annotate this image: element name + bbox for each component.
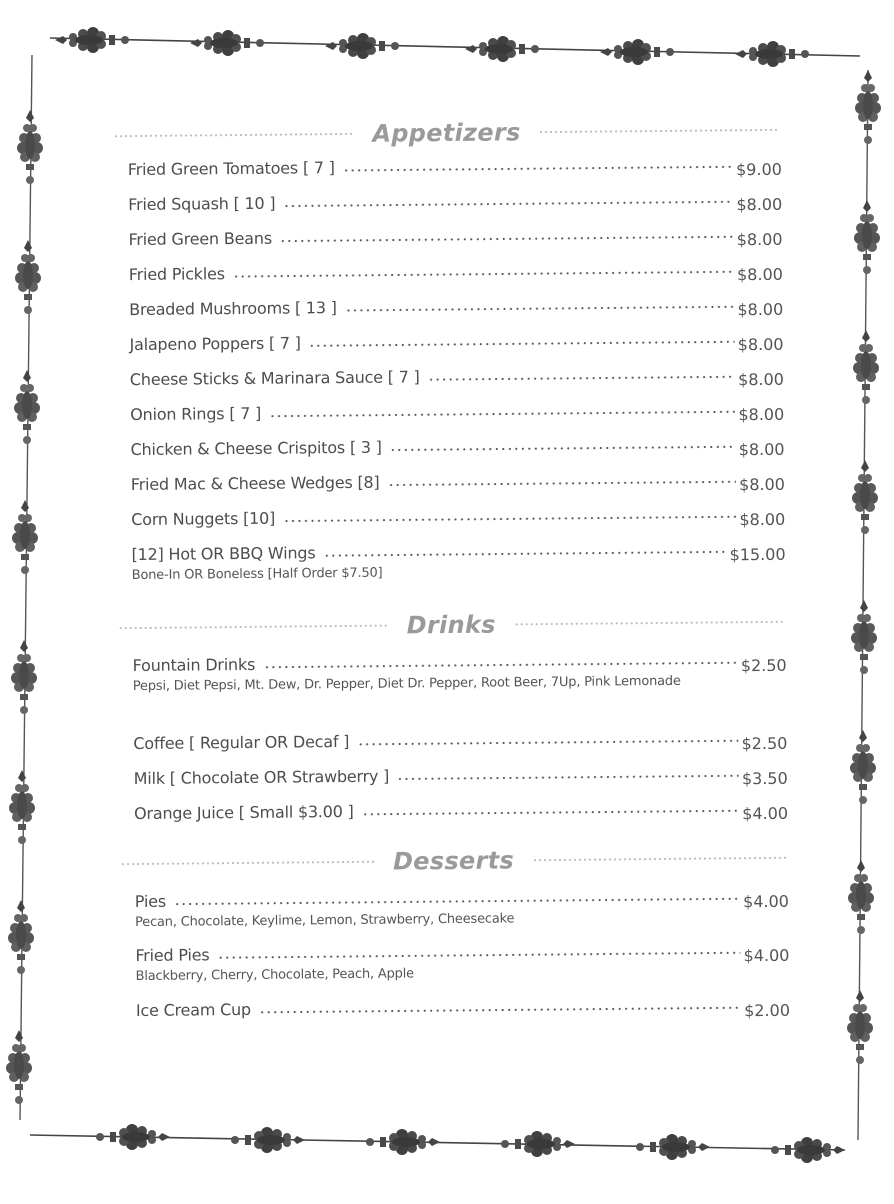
item-name: [12] Hot OR BBQ Wings bbox=[131, 543, 316, 565]
item-price: $9.00 bbox=[735, 159, 782, 180]
item-price: $2.00 bbox=[744, 1000, 791, 1021]
section-title: Appetizers bbox=[372, 118, 521, 148]
menu-item bbox=[129, 324, 783, 354]
item-name: Breaded Mushrooms [ 13 ] bbox=[129, 298, 337, 320]
item-name: Fried Mac & Cheese Wedges [8] bbox=[130, 472, 380, 495]
item-price: $8.00 bbox=[736, 194, 783, 215]
dot-leader bbox=[343, 165, 733, 172]
item-description: Pepsi, Diet Pepsi, Mt. Dew, Dr. Pepper, Diet Dr. Pepper, Root Beer, 7Up, Pink Lemonade bbox=[132, 673, 681, 695]
item-name: Fried Green Beans bbox=[128, 228, 273, 250]
dot-leader bbox=[357, 739, 738, 746]
menu-item bbox=[128, 219, 782, 249]
item-name: Cheese Sticks & Marinara Sauce [ 7 ] bbox=[129, 367, 420, 390]
item-price: $8.00 bbox=[737, 334, 784, 355]
dot-leader bbox=[388, 480, 737, 486]
section-title: Desserts bbox=[392, 846, 515, 876]
item-name: Pies bbox=[134, 891, 167, 912]
item-name: Jalapeno Poppers [ 7 ] bbox=[129, 333, 301, 355]
item-name: Corn Nuggets [10] bbox=[131, 508, 276, 530]
item-description: Blackberry, Cherry, Chocolate, Peach, Apple bbox=[135, 966, 414, 985]
item-name: Milk [ Chocolate OR Strawberry ] bbox=[133, 766, 390, 789]
menu-item bbox=[133, 723, 787, 753]
item-price: $8.00 bbox=[739, 509, 786, 530]
dotted-rule bbox=[121, 861, 375, 865]
item-price: $4.00 bbox=[743, 891, 789, 912]
menu-item bbox=[134, 793, 788, 823]
item-name: Fried Green Tomatoes [ 7 ] bbox=[127, 158, 335, 180]
menu-item bbox=[128, 184, 782, 214]
section-title: Drinks bbox=[406, 610, 496, 640]
section-header-drinks bbox=[118, 607, 784, 643]
item-price: $8.00 bbox=[737, 369, 784, 390]
dotted-rule bbox=[118, 625, 388, 630]
dot-leader bbox=[397, 774, 739, 780]
item-name: Fried Squash [ 10 ] bbox=[128, 193, 276, 215]
menu-item bbox=[128, 149, 782, 179]
item-price: $8.00 bbox=[739, 474, 785, 495]
item-price: $8.00 bbox=[738, 439, 785, 460]
menu-item bbox=[132, 645, 786, 696]
item-description: Bone-In OR Boneless [Half Order $7.50] bbox=[131, 565, 383, 584]
dot-leader bbox=[269, 410, 735, 417]
dotted-rule bbox=[514, 621, 784, 626]
menu-item bbox=[136, 990, 790, 1020]
dot-leader bbox=[283, 515, 736, 522]
menu-item bbox=[130, 429, 784, 459]
item-name: Fountain Drinks bbox=[132, 654, 256, 676]
item-price: $8.00 bbox=[736, 229, 783, 250]
item-name: Chicken & Cheese Crispitos [ 3 ] bbox=[130, 437, 382, 460]
menu-item bbox=[130, 359, 784, 389]
menu-item bbox=[131, 464, 785, 494]
dot-leader bbox=[283, 200, 733, 207]
item-price: $4.00 bbox=[743, 945, 790, 966]
dot-leader bbox=[217, 951, 740, 959]
dotted-rule bbox=[539, 129, 780, 133]
menu-item bbox=[129, 289, 783, 319]
item-name: Coffee [ Regular OR Decaf ] bbox=[133, 731, 350, 754]
dot-leader bbox=[428, 375, 735, 381]
dot-leader bbox=[259, 1006, 741, 1014]
item-price: $4.00 bbox=[742, 803, 789, 824]
dotted-rule bbox=[532, 857, 786, 861]
dotted-rule bbox=[114, 133, 355, 137]
menu-item bbox=[135, 935, 789, 986]
item-price: $8.00 bbox=[737, 299, 784, 320]
item-description: Pecan, Chocolate, Keylime, Lemon, Strawberry, Cheesecake bbox=[135, 911, 515, 931]
dot-leader bbox=[174, 897, 740, 905]
section-header-desserts bbox=[120, 843, 786, 879]
menu-item bbox=[130, 394, 784, 424]
dot-leader bbox=[345, 305, 735, 312]
item-name: Fried Pies bbox=[135, 945, 210, 966]
dot-leader bbox=[233, 270, 734, 278]
menu-item bbox=[129, 254, 783, 284]
item-name: Onion Rings [ 7 ] bbox=[130, 403, 262, 425]
item-name: Fried Pickles bbox=[128, 264, 225, 285]
section-header-appetizers bbox=[113, 115, 779, 151]
dot-leader bbox=[309, 340, 735, 347]
menu-item bbox=[135, 881, 789, 932]
item-price: $8.00 bbox=[736, 264, 783, 285]
dot-leader bbox=[390, 445, 736, 451]
menu-item bbox=[131, 499, 785, 529]
item-price: $2.50 bbox=[740, 655, 787, 676]
menu-item bbox=[131, 534, 785, 585]
item-price: $3.50 bbox=[741, 768, 788, 789]
dot-leader bbox=[263, 661, 738, 669]
item-price: $15.00 bbox=[729, 544, 786, 565]
dot-leader bbox=[280, 235, 734, 242]
item-name: Orange Juice [ Small $3.00 ] bbox=[133, 801, 354, 824]
dot-leader bbox=[362, 809, 740, 816]
item-price: $2.50 bbox=[741, 733, 788, 754]
dot-leader bbox=[323, 550, 726, 557]
menu-item bbox=[134, 758, 788, 788]
item-name: Ice Cream Cup bbox=[135, 999, 252, 1021]
item-price: $8.00 bbox=[738, 404, 785, 425]
